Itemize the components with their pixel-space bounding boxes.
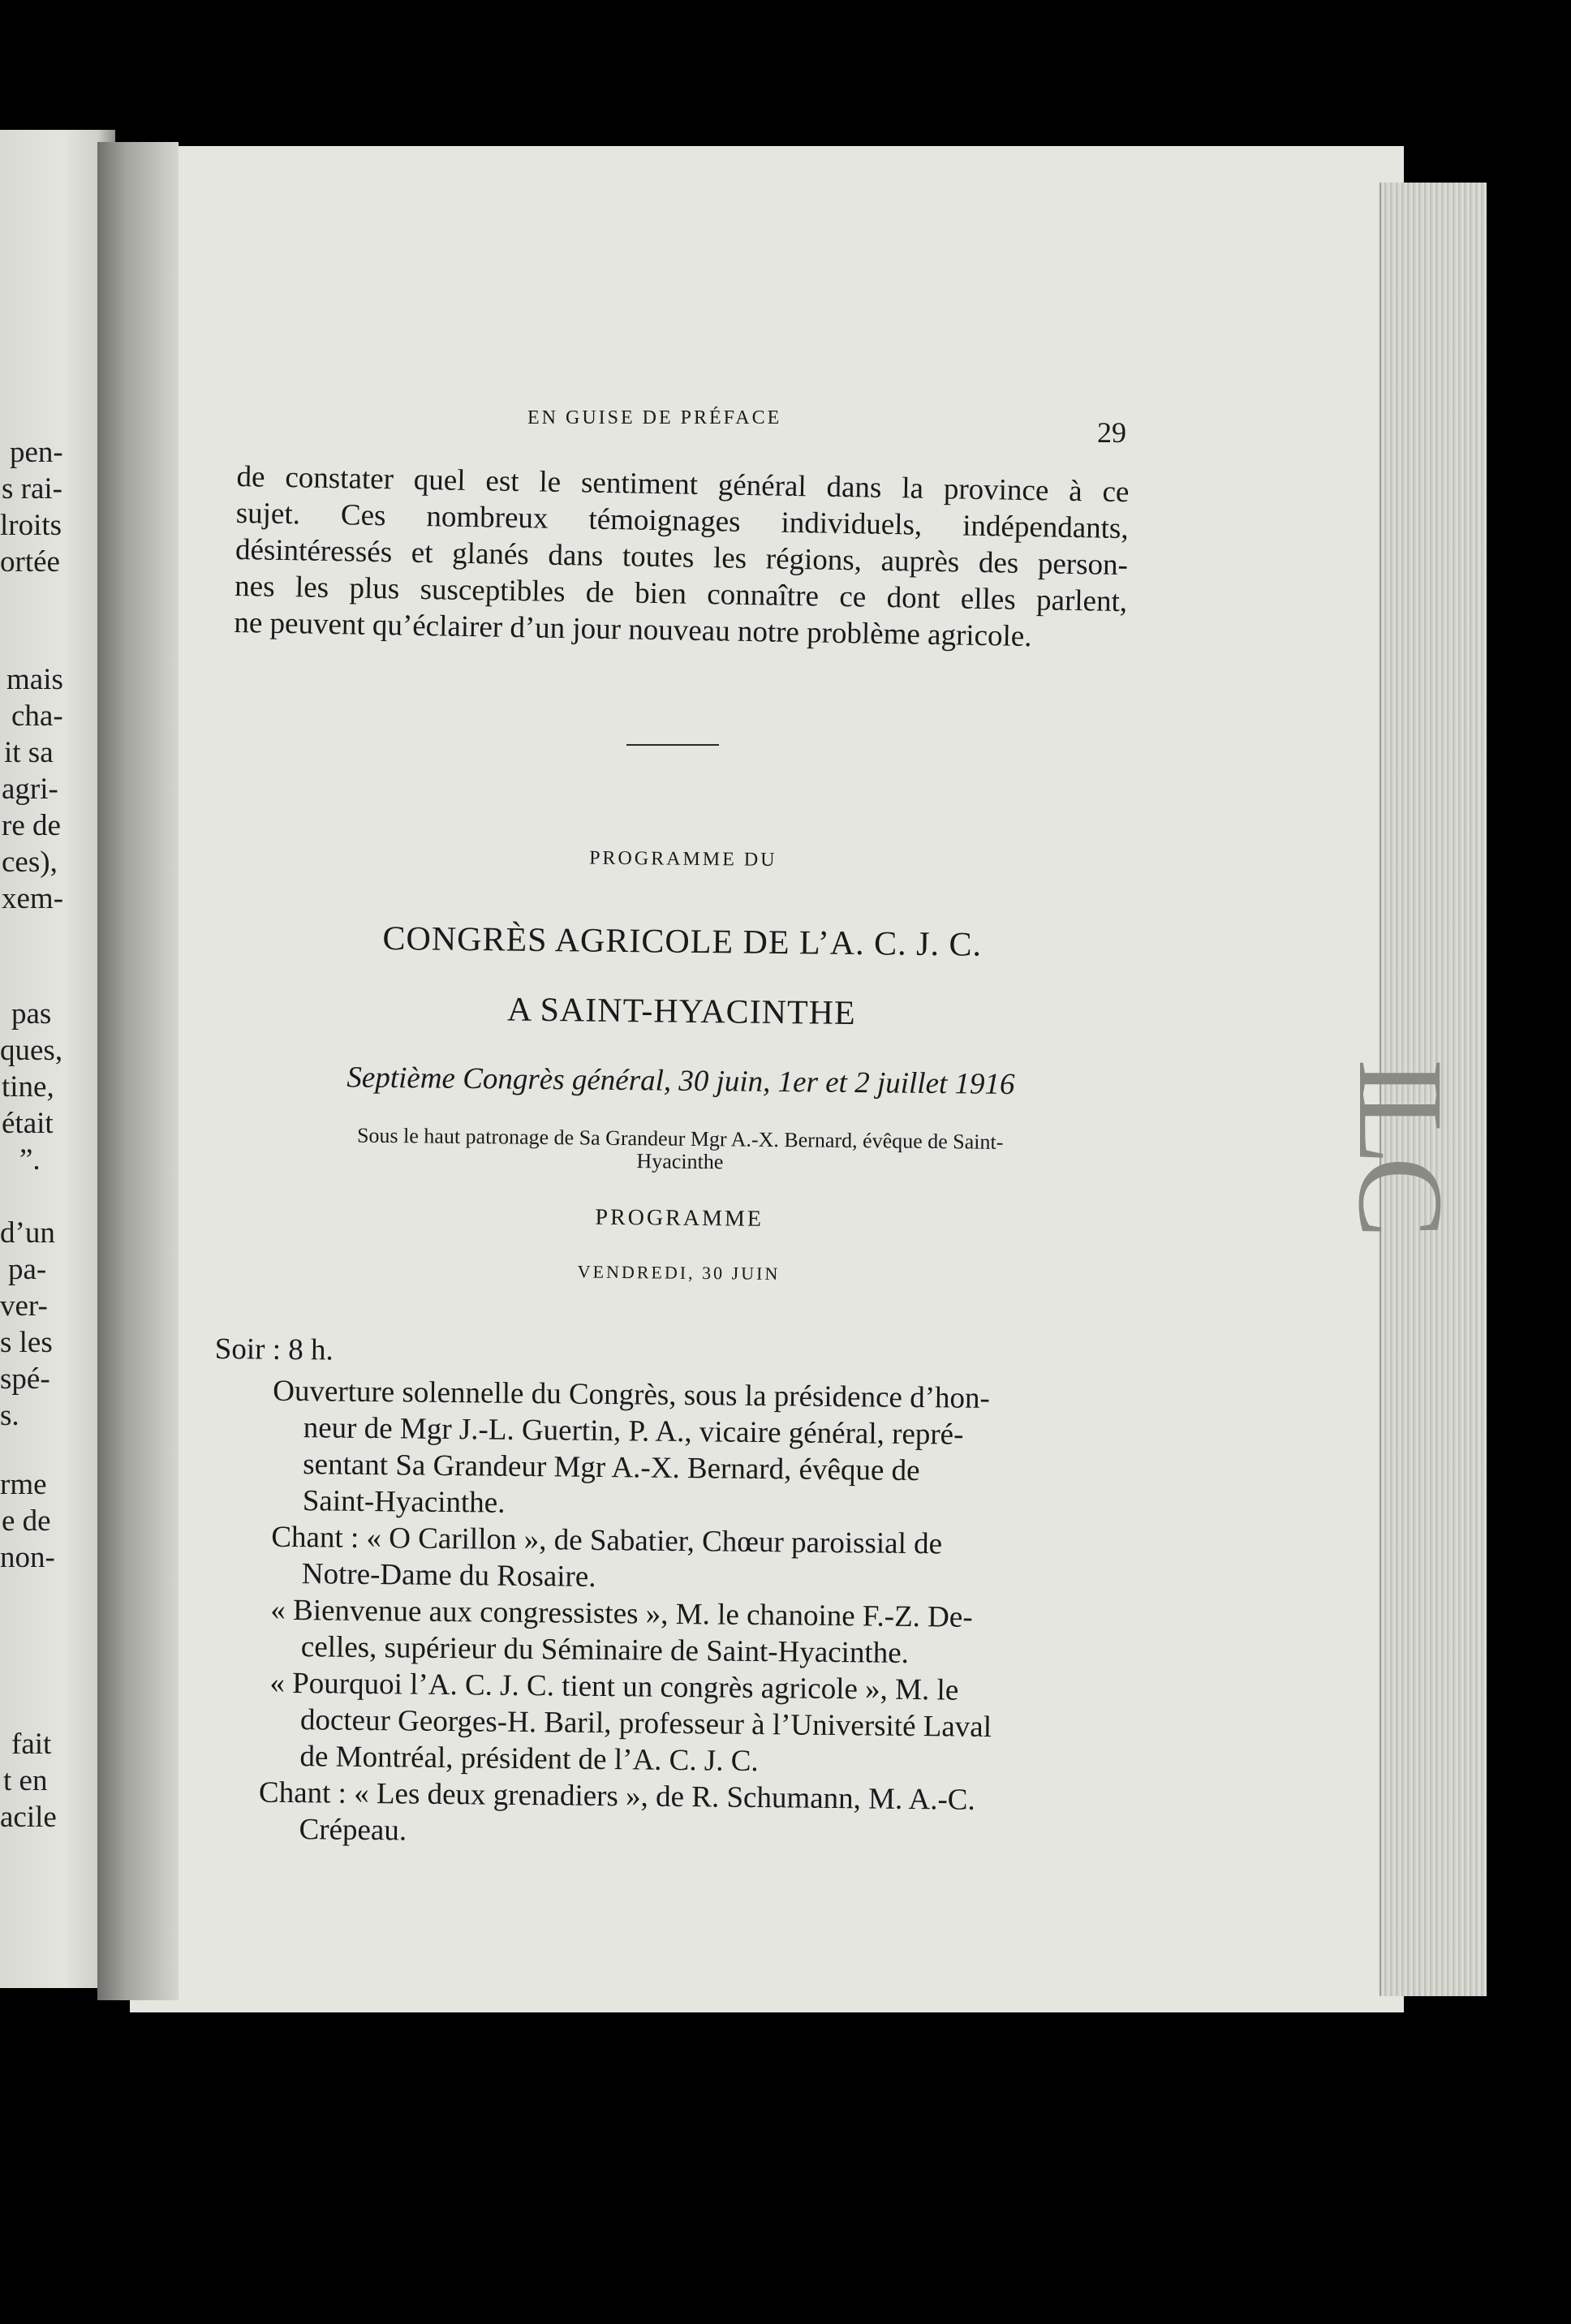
left-fragment: tine, [2, 1070, 54, 1104]
schedule-line: de Montréal, président de l’A. C. J. C. [299, 1740, 759, 1779]
left-fragment: xem- [2, 882, 64, 915]
schedule-line: Notre-Dame du Rosaire. [301, 1557, 596, 1594]
left-fragment: s les [0, 1326, 53, 1359]
left-fragment: s. [0, 1399, 19, 1432]
page-edge-mark: ILC [1333, 1058, 1468, 1230]
intro-paragraph [234, 458, 1130, 656]
page-number: 29 [1097, 416, 1126, 449]
left-fragment: agri- [2, 773, 58, 806]
book-gutter-shadow [97, 142, 179, 2000]
left-fragment: ques, [0, 1034, 63, 1067]
left-fragment: e de [2, 1504, 51, 1538]
schedule-line: neur de Mgr J.-L. Guertin, P. A., vicaire général, repré- [303, 1411, 964, 1452]
separator-rule [626, 744, 719, 746]
patronage-line: Hyacinthe [636, 1149, 724, 1174]
paragraph-line: ne peuvent qu’éclairer d’un jour nouveau notre problème agricole. [234, 605, 1032, 654]
left-fragment: acile [0, 1801, 57, 1834]
schedule-line: celles, supérieur du Séminaire de Saint-Hyacinthe. [300, 1630, 910, 1670]
schedule-line: Ouverture solennelle du Congrès, sous la présidence d’hon- [273, 1374, 991, 1416]
schedule-time: Soir : 8 h. [214, 1332, 334, 1367]
left-fragment: était [2, 1107, 54, 1140]
left-fragment: cha- [11, 699, 63, 733]
schedule-line: docteur Georges-H. Baril, professeur à l’Université Laval [299, 1703, 992, 1745]
paragraph-line: sujet. Ces nombreux témoignages individuels, indépendants, [235, 496, 1130, 546]
patronage-line: Sous le haut patronage de Sa Grandeur Mgr A.-X. Bernard, évêque de Saint- [356, 1123, 1004, 1154]
left-fragment: lroits [0, 509, 62, 542]
left-fragment: ”. [19, 1143, 41, 1177]
left-fragment: ver- [0, 1289, 48, 1323]
congress-subtitle: Septième Congrès général, 30 juin, 1er et 2 juillet 1916 [346, 1061, 1015, 1102]
left-fragment: ortée [0, 545, 60, 579]
left-fragment: s rai- [2, 472, 62, 506]
left-fragment: t en [3, 1764, 48, 1797]
schedule-line: Chant : « Les deux grenadiers », de R. Schumann, M. A.-C. [258, 1775, 975, 1817]
paragraph-line: de constater quel est le sentiment général dans la province à ce [236, 459, 1130, 510]
schedule-line: Saint-Hyacinthe. [302, 1484, 506, 1520]
left-fragment: ces), [2, 846, 58, 879]
left-fragment: pas [11, 997, 52, 1031]
left-fragment: mais [6, 663, 63, 696]
left-fragment: it sa [4, 736, 54, 769]
running-title: EN GUISE DE PRÉFACE [527, 407, 782, 428]
schedule-line: Crépeau. [299, 1813, 407, 1848]
programme-label: PROGRAMME DU [589, 847, 777, 871]
schedule-line: « Pourquoi l’A. C. J. C. tient un congrès agricole », M. le [269, 1666, 959, 1707]
left-fragment: pa- [8, 1253, 47, 1286]
schedule-line: sentant Sa Grandeur Mgr A.-X. Bernard, évêque de [303, 1448, 920, 1488]
left-fragment: d’un [0, 1216, 55, 1250]
section-heading: PROGRAMME [595, 1204, 764, 1232]
paragraph-line: désintéressés et glanés dans toutes les régions, auprès des person- [235, 532, 1129, 583]
paragraph-line: nes les plus susceptibles de bien connaître ce dont elles parlent, [234, 569, 1128, 619]
left-fragment: re de [2, 809, 61, 842]
programme-header [232, 844, 1130, 1288]
congress-title: CONGRÈS AGRICOLE DE L’A. C. J. C. [382, 919, 983, 964]
schedule-line: Chant : « O Carillon », de Sabatier, Chœur paroissial de [271, 1520, 943, 1561]
left-fragment: spé- [0, 1362, 50, 1396]
left-fragment: rme [0, 1468, 47, 1501]
schedule [209, 1331, 1091, 1856]
schedule-line: « Bienvenue aux congressistes », M. le chanoine F.-Z. De- [270, 1593, 973, 1634]
left-fragment: fait [11, 1728, 52, 1761]
left-fragment: non- [0, 1541, 55, 1574]
congress-location: A SAINT-HYACINTHE [506, 991, 856, 1032]
day-heading: VENDREDI, 30 JUIN [577, 1261, 781, 1285]
left-fragment: pen- [10, 436, 63, 469]
